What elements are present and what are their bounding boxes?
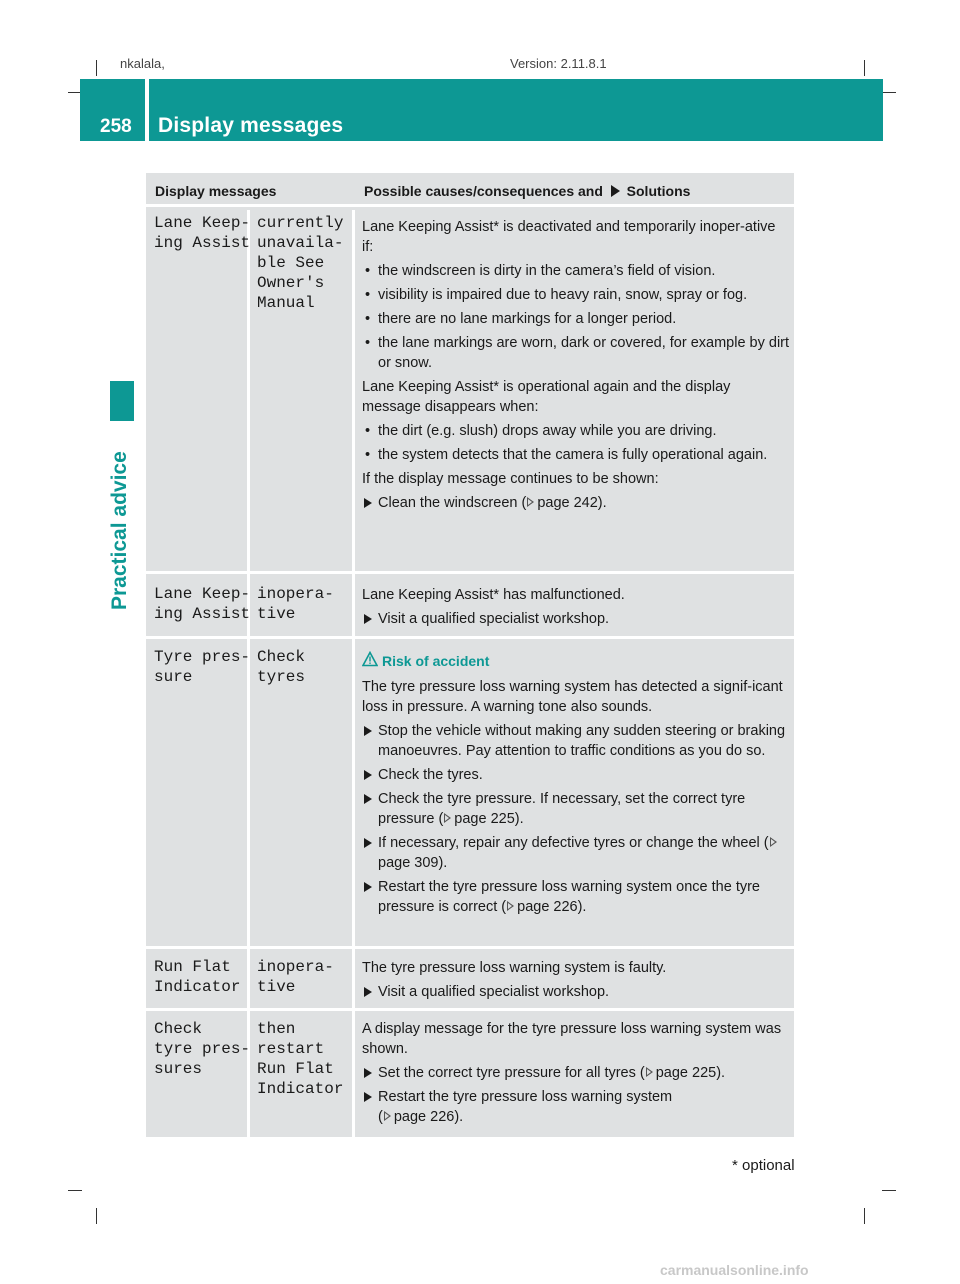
- column-divider: [352, 210, 355, 1137]
- footnote-optional: * optional: [732, 1157, 795, 1174]
- message-code: Tyre pres- sure: [154, 648, 251, 686]
- page-reference[interactable]: page 226).: [393, 1109, 464, 1125]
- row-separator: [146, 636, 794, 639]
- page-reference[interactable]: page 225).: [454, 811, 524, 827]
- paragraph: A display message for the tyre pressure loss warning system was shown.: [362, 1021, 782, 1057]
- action-item: [362, 765, 790, 785]
- row-separator: [146, 946, 794, 949]
- side-tab-marker: [110, 381, 134, 421]
- page-ref-icon: [770, 837, 777, 847]
- row-description: [362, 1019, 790, 1131]
- crop-mark: [882, 92, 896, 93]
- crop-mark: [864, 60, 865, 76]
- page-ref-icon: [384, 1111, 391, 1121]
- page-reference[interactable]: page 225).: [655, 1065, 726, 1081]
- crop-mark: [864, 1208, 865, 1224]
- action-arrow-icon: [364, 794, 372, 804]
- message-text: inopera- tive: [257, 585, 334, 623]
- paragraph: If the display message continues to be shown:: [362, 471, 659, 487]
- action-arrow-icon: [364, 882, 372, 892]
- warning-triangle-icon: [362, 651, 378, 667]
- ref-open-paren: (: [378, 1109, 383, 1125]
- page-ref-icon: [444, 813, 451, 823]
- crop-mark: [68, 1190, 82, 1191]
- header-causes-label: Possible causes/consequences and: [364, 183, 603, 199]
- header-solutions-label: Solutions: [626, 183, 691, 199]
- paragraph: The tyre pressure loss warning system is faulty.: [362, 960, 667, 976]
- bullet-item: • the windscreen is dirty in the camera’s field of vision.: [362, 261, 790, 281]
- page-ref-icon: [507, 901, 514, 911]
- action-item: [362, 493, 790, 513]
- action-arrow-icon: [364, 770, 372, 780]
- action-arrow-icon: [364, 498, 372, 508]
- paragraph: Lane Keeping Assist* is deactivated and temporarily inoper-ative if:: [362, 219, 776, 255]
- row-separator: [146, 1008, 794, 1011]
- action-item: [362, 982, 790, 1002]
- row-description: [362, 958, 790, 1006]
- header-divider: [145, 79, 149, 141]
- page-reference[interactable]: page 309).: [378, 855, 448, 871]
- page-number: 258: [100, 116, 132, 137]
- action-arrow-icon: [364, 1092, 372, 1102]
- action-text: Stop the vehicle without making any sudden steering or braking manoeuvres. Pay attention to traffic conditions as you do so.: [378, 723, 786, 759]
- action-arrow-icon: [364, 987, 372, 997]
- action-arrow-icon: [611, 185, 620, 197]
- message-code: Lane Keep- ing Assist: [154, 585, 251, 623]
- crop-mark: [96, 1208, 97, 1224]
- print-meta-left: nkalala,: [120, 56, 165, 71]
- action-text: Set the correct tyre pressure for all tyres (: [378, 1065, 645, 1081]
- page-ref-icon: [527, 497, 534, 507]
- action-text: Clean the windscreen (: [378, 495, 527, 511]
- action-arrow-icon: [364, 614, 372, 624]
- page-title: Display messages: [158, 114, 344, 137]
- page-ref-icon: [646, 1067, 653, 1077]
- action-arrow-icon: [364, 838, 372, 848]
- action-text: Visit a qualified specialist workshop.: [378, 984, 610, 1000]
- action-item: [362, 833, 790, 873]
- action-text: Check the tyre pressure. If necessary, set the correct tyre pressure (: [378, 791, 746, 827]
- page-reference[interactable]: page 226).: [517, 899, 587, 915]
- action-item: [362, 1087, 790, 1127]
- table-header: [146, 173, 794, 207]
- message-code: Lane Keep- ing Assist: [154, 214, 251, 252]
- row-description: [362, 585, 790, 633]
- bullet-item: • the lane markings are worn, dark or covered, for example by dirt or snow.: [362, 333, 790, 373]
- action-item: [362, 721, 790, 761]
- bullet-item: • the system detects that the camera is fully operational again.: [362, 445, 790, 465]
- action-text: If necessary, repair any defective tyres or change the wheel (: [378, 835, 769, 851]
- warning-text: Risk of accident: [382, 653, 490, 669]
- action-item: [362, 609, 790, 629]
- side-tab-label: Practical advice: [108, 451, 131, 610]
- action-item: [362, 789, 790, 829]
- action-text: Restart the tyre pressure loss warning system: [378, 1089, 673, 1105]
- crop-mark: [882, 1190, 896, 1191]
- action-text: Check the tyres.: [378, 767, 483, 783]
- row-description: [362, 651, 790, 921]
- bullet-item: • there are no lane markings for a longer period.: [362, 309, 790, 329]
- action-arrow-icon: [364, 726, 372, 736]
- action-text: Restart the tyre pressure loss warning system once the tyre pressure is correct (: [378, 879, 760, 915]
- message-text: currently unavaila- ble See Owner's Manual: [257, 214, 344, 312]
- header-causes-solutions: [364, 183, 690, 199]
- watermark: carmanualsonline.info: [660, 1262, 809, 1278]
- bullet-item: • the dirt (e.g. slush) drops away while you are driving.: [362, 421, 790, 441]
- action-text: Visit a qualified specialist workshop.: [378, 611, 610, 627]
- message-code: Check tyre pres- sures: [154, 1020, 251, 1078]
- page-reference[interactable]: page 242).: [537, 495, 607, 511]
- row-separator: [146, 571, 794, 574]
- paragraph: Lane Keeping Assist* has malfunctioned.: [362, 587, 625, 603]
- bullet-item: • visibility is impaired due to heavy rain, snow, spray or fog.: [362, 285, 790, 305]
- action-arrow-icon: [364, 1068, 372, 1078]
- warning-heading: [362, 651, 790, 671]
- header-display-messages: Display messages: [155, 183, 277, 199]
- action-item: [362, 1063, 790, 1083]
- action-item: [362, 877, 790, 917]
- crop-mark: [96, 60, 97, 76]
- display-messages-table: [146, 173, 794, 1137]
- message-text: inopera- tive: [257, 958, 334, 996]
- paragraph: The tyre pressure loss warning system has detected a signif-icant loss in pressure. A warning tone also sounds.: [362, 679, 783, 715]
- paragraph: Lane Keeping Assist* is operational again and the display message disappears when:: [362, 379, 731, 415]
- row-description: [362, 217, 790, 517]
- message-text: then restart Run Flat Indicator: [257, 1020, 344, 1098]
- message-code: Run Flat Indicator: [154, 958, 241, 996]
- message-text: Check tyres: [257, 648, 306, 686]
- print-meta-right: Version: 2.11.8.1: [510, 56, 607, 71]
